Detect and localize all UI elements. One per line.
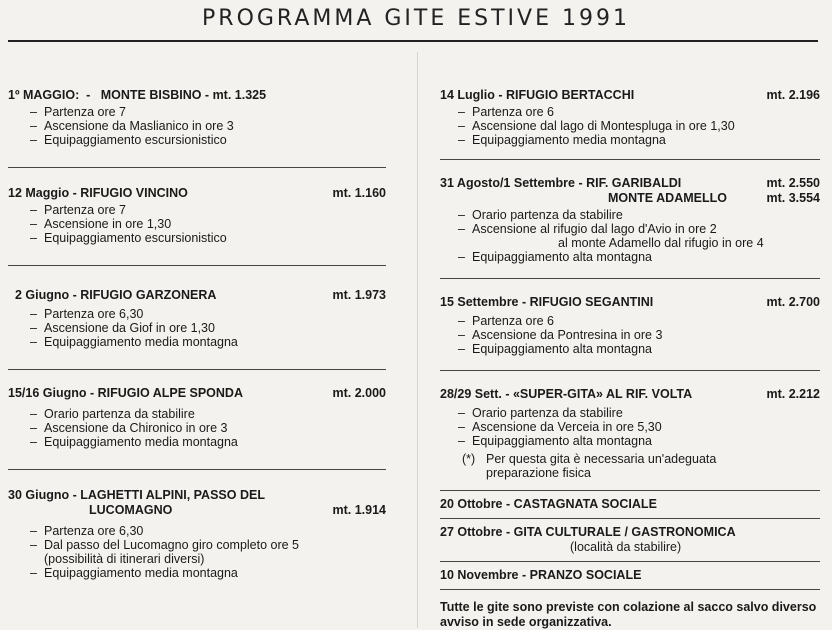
list-item-continuation: (possibilità di itinerari diversi): [44, 552, 205, 566]
section-divider: [8, 469, 386, 470]
altitude: mt. 1.973: [332, 288, 386, 302]
list-item: – Equipaggiamento media montagna: [30, 566, 386, 580]
list-item: – Partenza ore 6,30: [30, 524, 386, 538]
section-divider: [8, 369, 386, 370]
trip-header-line2: MONTE ADAMELLO: [608, 191, 727, 205]
trip-details: [30, 407, 386, 449]
trip-monte-adamello: [440, 176, 820, 264]
section-divider: [440, 490, 820, 491]
footer-note: Tutte le gite sono previste con colazione al sacco salvo diverso avviso in sede organizzativa.: [440, 600, 817, 629]
trip-header: 14 Luglio - RIFUGIO BERTACCHI: [440, 88, 635, 102]
list-item: – Ascensione in ore 1,30: [30, 217, 386, 231]
altitude: mt. 2.196: [766, 88, 820, 102]
list-item: – Ascensione da Verceia in ore 5,30: [458, 420, 820, 434]
trip-details: [458, 406, 820, 448]
fold-line: [417, 52, 418, 628]
trip-rifugio-alpe-sponda: [8, 386, 386, 449]
list-item: – Partenza ore 7: [30, 203, 386, 217]
list-item: – Equipaggiamento escursionistico: [30, 231, 386, 245]
list-item: – Equipaggiamento escursionistico: [30, 133, 386, 147]
altitude: mt. 2.212: [766, 387, 820, 401]
altitude-2: mt. 3.554: [766, 191, 820, 205]
note-text: Per questa gita è necessaria un'adeguata preparazione fisica: [486, 452, 717, 480]
trip-rifugio-bertacchi: [440, 88, 820, 147]
trip-note: [462, 452, 820, 480]
page-title: PROGRAMMA GITE ESTIVE 1991: [202, 6, 630, 31]
trip-details: [30, 105, 386, 147]
list-item: – Ascensione da Chironico in ore 3: [30, 421, 386, 435]
trip-rifugio-vincino: [8, 186, 386, 245]
trip-details: [458, 105, 820, 147]
list-item: – Ascensione da Pontresina in ore 3: [458, 328, 820, 342]
list-item: – Equipaggiamento alta montagna: [458, 434, 820, 448]
trip-header: 2 Giugno - RIFUGIO GARZONERA: [15, 288, 217, 302]
trip-monte-bisbino: [8, 88, 386, 147]
list-item: – Ascensione da Maslianico in ore 3: [30, 119, 386, 133]
list-item: – Equipaggiamento media montagna: [30, 435, 386, 449]
section-divider: [8, 265, 386, 266]
trip-header: 31 Agosto/1 Settembre - RIF. GARIBALDI: [440, 176, 682, 190]
altitude: mt. 2.000: [332, 386, 386, 400]
list-item: – Partenza ore 6: [458, 314, 820, 328]
right-column: [440, 78, 820, 630]
list-item: – Partenza ore 7: [30, 105, 386, 119]
trip-header: 30 Giugno - LAGHETTI ALPINI, PASSO DEL: [8, 488, 265, 502]
trip-details: [458, 314, 820, 356]
list-item: – Partenza ore 6: [458, 105, 820, 119]
event-pranzo-sociale: [440, 568, 820, 583]
trip-header: 15/16 Giugno - RIFUGIO ALPE SPONDA: [8, 386, 243, 400]
altitude: mt. 1.160: [332, 186, 386, 200]
list-item: – Orario partenza da stabilire: [458, 208, 820, 222]
event-header: 27 Ottobre - GITA CULTURALE / GASTRONOMICA: [440, 525, 736, 539]
trip-header-line2: LUCOMAGNO: [89, 503, 173, 517]
section-divider: [440, 518, 820, 519]
list-item: – Ascensione dal lago di Montespluga in ore 1,30: [458, 119, 820, 133]
list-item: – Ascensione al rifugio dal lago d'Avio in ore 2: [458, 222, 820, 236]
trip-rifugio-garzonera: [8, 288, 386, 349]
section-divider: [440, 561, 820, 562]
title-divider: [8, 40, 818, 42]
trip-details: [30, 307, 386, 349]
trip-header: 12 Maggio - RIFUGIO VINCINO: [8, 186, 188, 200]
trip-header: 1º MAGGIO: - MONTE BISBINO - mt. 1.325: [8, 88, 267, 102]
altitude: mt. 2.550: [766, 176, 820, 190]
section-divider: [8, 167, 386, 168]
left-column: [8, 78, 386, 580]
event-header: 20 Ottobre - CASTAGNATA SOCIALE: [440, 497, 657, 511]
section-divider: [440, 370, 820, 371]
list-item: – Orario partenza da stabilire: [458, 406, 820, 420]
list-item: – Equipaggiamento media montagna: [30, 335, 386, 349]
trip-laghetti-alpini: [8, 488, 386, 580]
event-gita-culturale: [440, 525, 820, 555]
list-item: – Partenza ore 6,30: [30, 307, 386, 321]
section-divider: [440, 159, 820, 160]
section-divider: [440, 278, 820, 279]
list-item: – Equipaggiamento media montagna: [458, 133, 820, 147]
list-item-continuation: al monte Adamello dal rifugio in ore 4: [558, 236, 764, 250]
trip-details: [458, 208, 820, 264]
event-subheader: (località da stabilire): [570, 540, 682, 554]
trip-details: [30, 524, 386, 580]
altitude: mt. 1.914: [332, 503, 386, 517]
list-item: – Dal passo del Lucomagno giro completo ore 5: [30, 538, 386, 552]
event-castagnata: [440, 497, 820, 512]
trip-details: [30, 203, 386, 245]
list-item: – Equipaggiamento alta montagna: [458, 250, 820, 264]
list-item: – Orario partenza da stabilire: [30, 407, 386, 421]
trip-rifugio-segantini: [440, 295, 820, 356]
trip-header: 15 Settembre - RIFUGIO SEGANTINI: [440, 295, 654, 309]
list-item: – Ascensione da Giof in ore 1,30: [30, 321, 386, 335]
trip-rifugio-volta: [440, 387, 820, 480]
note-asterisk: (*): [462, 452, 476, 466]
trip-header: 28/29 Sett. - «SUPER-GITA» AL RIF. VOLTA: [440, 387, 693, 401]
event-header: 10 Novembre - PRANZO SOCIALE: [440, 568, 642, 582]
section-divider: [440, 589, 820, 590]
list-item: – Equipaggiamento alta montagna: [458, 342, 820, 356]
altitude: mt. 2.700: [766, 295, 820, 309]
